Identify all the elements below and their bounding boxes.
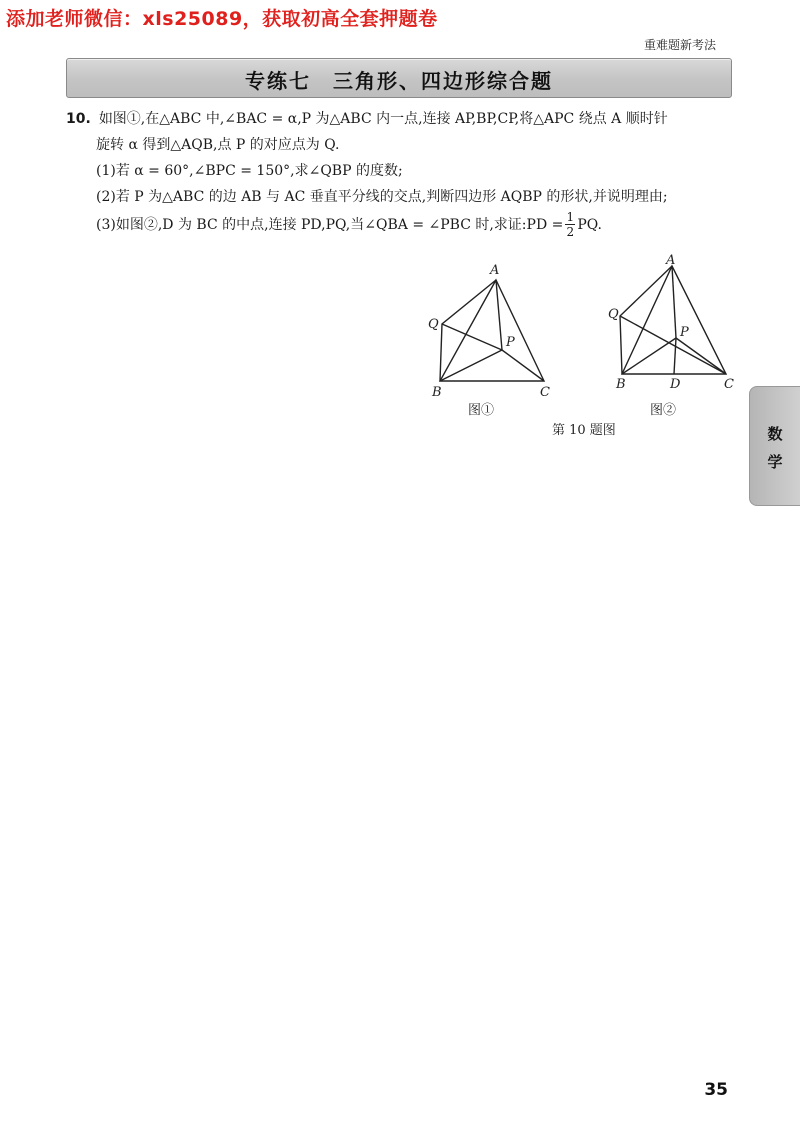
problem-line-1 [66, 106, 736, 132]
fig2-label-a: A [666, 253, 676, 268]
figures-group-caption: 第 10 题图 [552, 423, 616, 438]
problem-text-1: 如图①,在△ABC 中,∠BAC = α,P 为△ABC 内一点,连接 AP,BP,CP,将△APC 绕点 A 顺时针 [98, 111, 668, 127]
fig2-segment-pd [674, 338, 676, 374]
sub-question-2: (2)若 P 为△ABC 的边 AB 与 AC 垂直平分线的交点,判断四边形 AQBP 的形状,并说明理由; [96, 189, 668, 205]
section-title: 专练七 三角形、四边形综合题 [245, 69, 553, 93]
fig2-label-c: C [724, 377, 734, 392]
watermark-text: 添加老师微信：xls25089，获取初高全套押题卷 [6, 8, 438, 30]
fraction-one-half [565, 210, 575, 239]
fig2-segment-ap [672, 266, 676, 338]
sub-question-3-text: (3)如图②,D 为 BC 的中点,连接 PD,PQ,当∠QBA = ∠PBC 时,求证:PD = [96, 216, 564, 233]
side-tab-char-1: 数 [767, 425, 783, 443]
fig1-label-b: B [432, 385, 442, 400]
fig1-segment-qp [442, 324, 502, 350]
fig1-label-c: C [540, 385, 550, 400]
fig2-triangle-abc [622, 266, 726, 374]
fig1-label-a: A [490, 263, 500, 278]
fig1-segment-cp [502, 350, 544, 381]
fraction-denominator: 2 [566, 225, 575, 239]
fig2-label-d: D [670, 377, 681, 392]
figure-1 [440, 280, 544, 381]
problem-line-2: 旋转 α 得到△AQB,点 P 的对应点为 Q. [96, 137, 340, 153]
sub-question-1: (1)若 α = 60°,∠BPC = 150°,求∠QBP 的度数; [96, 163, 403, 179]
subject-side-tab [749, 386, 800, 506]
fig1-caption: 图① [468, 403, 495, 418]
fig2-segment-cp [676, 338, 726, 374]
section-banner [66, 58, 732, 98]
fig2-label-q: Q [608, 307, 619, 322]
problem-10 [66, 106, 736, 239]
fig2-label-b: B [616, 377, 626, 392]
side-tab-char-2: 学 [767, 453, 783, 471]
running-header: 重难题新考法 [643, 38, 716, 52]
geometry-figures [420, 252, 740, 442]
problem-number: 10. [66, 111, 91, 127]
figures-group [420, 252, 740, 446]
sub-question-3 [66, 210, 736, 239]
sub-question-3-tail: PQ. [577, 216, 603, 233]
fig1-label-q: Q [428, 317, 439, 332]
fig2-caption: 图② [650, 403, 677, 418]
page-number: 35 [704, 1080, 728, 1100]
fig1-label-p: P [506, 335, 515, 350]
fig2-label-p: P [680, 325, 689, 340]
figure-2 [620, 266, 726, 374]
fraction-numerator: 1 [566, 210, 575, 224]
